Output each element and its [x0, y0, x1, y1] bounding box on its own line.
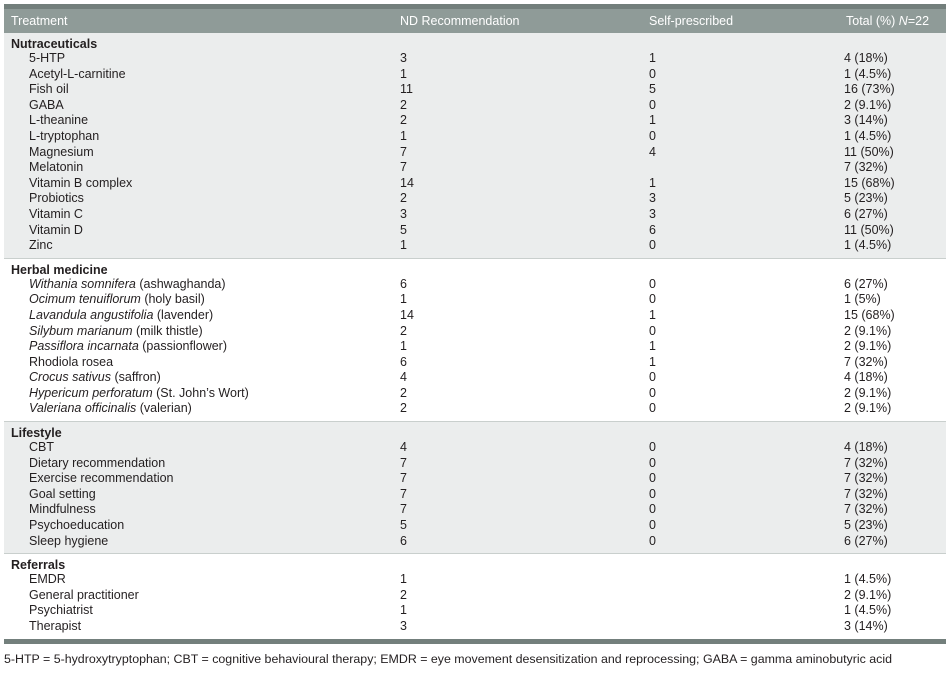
- self-prescribed-count: 0: [649, 486, 656, 501]
- treatment-name: L-theanine: [29, 113, 89, 128]
- table-row: [4, 324, 946, 340]
- table-row: [4, 487, 946, 503]
- latin-name: Passiflora incarnata: [29, 339, 139, 354]
- self-prescribed-count: 0: [649, 455, 656, 470]
- nd-recommendation-count: 2: [400, 97, 407, 112]
- nd-recommendation-count: 1: [400, 603, 407, 618]
- section-title: Herbal medicine: [11, 262, 108, 277]
- nd-recommendation-count: 7: [400, 455, 407, 470]
- section-nutraceuticals: [4, 33, 946, 258]
- treatment-name: Fish oil: [29, 82, 69, 97]
- self-prescribed-count: 0: [649, 66, 656, 81]
- treatment-name: [29, 370, 161, 386]
- nd-recommendation-count: 4: [400, 370, 407, 385]
- self-prescribed-count: 0: [649, 471, 656, 486]
- total-percent: 1 (4.5%): [844, 603, 892, 618]
- self-prescribed-count: 1: [649, 175, 656, 190]
- latin-name: Silybum marianum: [29, 323, 133, 338]
- nd-recommendation-count: 4: [400, 440, 407, 455]
- total-percent: 4 (18%): [844, 370, 888, 385]
- nd-recommendation-count: 3: [400, 51, 407, 65]
- table-row: [4, 113, 946, 129]
- table-row: [4, 82, 946, 98]
- total-percent: 7 (32%): [844, 354, 888, 369]
- table-row: [4, 386, 946, 402]
- nd-recommendation-count: 2: [400, 323, 407, 338]
- nd-recommendation-count: 11: [400, 82, 413, 97]
- table-row: [4, 572, 946, 588]
- treatment-name: [29, 324, 203, 340]
- table-header: [4, 9, 946, 33]
- self-prescribed-count: 0: [649, 401, 656, 416]
- treatment-name: [29, 386, 249, 402]
- section-title: Referrals: [11, 558, 66, 573]
- section-title: Nutraceuticals: [11, 37, 98, 51]
- self-prescribed-count: 1: [649, 354, 656, 369]
- self-prescribed-count: 3: [649, 206, 656, 221]
- self-prescribed-count: 0: [649, 518, 656, 533]
- treatment-name: Acetyl-L-carnitine: [29, 66, 126, 81]
- total-percent: 6 (27%): [844, 276, 888, 291]
- latin-name: Crocus sativus: [29, 370, 111, 385]
- table-row: [4, 355, 946, 371]
- self-prescribed-count: 1: [649, 339, 656, 354]
- table-row: [4, 98, 946, 114]
- table-row: [4, 401, 946, 417]
- treatment-name: General practitioner: [29, 587, 139, 602]
- total-percent: 7 (32%): [844, 471, 888, 486]
- table-row: [4, 339, 946, 355]
- total-percent: 2 (9.1%): [844, 401, 892, 416]
- total-percent: 15 (68%): [844, 307, 895, 322]
- table-row: [4, 518, 946, 534]
- total-percent: 3 (14%): [844, 113, 888, 128]
- self-prescribed-count: 0: [649, 370, 656, 385]
- treatment-name: [29, 277, 226, 293]
- nd-recommendation-count: 2: [400, 191, 407, 206]
- self-prescribed-count: 3: [649, 191, 656, 206]
- nd-recommendation-count: 6: [400, 533, 407, 548]
- section-lifestyle: [4, 422, 946, 553]
- treatment-name: [29, 308, 213, 324]
- table-row: [4, 440, 946, 456]
- treatment-name: 5-HTP: [29, 51, 66, 65]
- total-percent: 1 (4.5%): [844, 572, 892, 587]
- treatment-name: [29, 292, 205, 308]
- table-row: [4, 191, 946, 207]
- self-prescribed-count: 0: [649, 238, 656, 253]
- header-nd-recommendation: ND Recommendation: [400, 14, 520, 28]
- treatment-name: L-tryptophan: [29, 128, 100, 143]
- table-footnote: 5-HTP = 5-hydroxytryptophan; CBT = cognitive behavioural therapy; EMDR = eye movement desensitization and reprocessing; GABA = gamma aminobutyric acid: [4, 652, 892, 666]
- treatment-name: Probiotics: [29, 191, 84, 206]
- nd-recommendation-count: 5: [400, 222, 407, 237]
- table-row: [4, 534, 946, 550]
- table-row: [4, 238, 946, 254]
- nd-recommendation-count: 2: [400, 587, 407, 602]
- treatment-name: Goal setting: [29, 486, 96, 501]
- total-percent: 7 (32%): [844, 486, 888, 501]
- treatment-name: Exercise recommendation: [29, 471, 174, 486]
- treatment-name: GABA: [29, 97, 64, 112]
- latin-name: Valeriana officinalis: [29, 401, 137, 416]
- table-row: [4, 502, 946, 518]
- treatment-table: [4, 4, 946, 644]
- nd-recommendation-count: 1: [400, 339, 407, 354]
- nd-recommendation-count: 6: [400, 276, 407, 291]
- self-prescribed-count: 0: [649, 323, 656, 338]
- self-prescribed-count: 6: [649, 222, 656, 237]
- header-self-prescribed: Self-prescribed: [649, 14, 734, 28]
- common-name: Rhodiola rosea: [29, 354, 114, 369]
- table-row: [4, 308, 946, 324]
- treatment-name: Psychoeducation: [29, 518, 125, 533]
- nd-recommendation-count: 1: [400, 66, 407, 81]
- nd-recommendation-count: 3: [400, 206, 407, 221]
- self-prescribed-count: 0: [649, 502, 656, 517]
- nd-recommendation-count: 5: [400, 518, 407, 533]
- total-percent: 2 (9.1%): [844, 323, 892, 338]
- treatment-name: Vitamin B complex: [29, 175, 133, 190]
- latin-name: Withania somnifera: [29, 276, 136, 291]
- self-prescribed-count: 0: [649, 276, 656, 291]
- treatment-name: Vitamin C: [29, 206, 83, 221]
- common-name: (valerian): [136, 401, 192, 416]
- table-row: [4, 129, 946, 145]
- common-name: (lavender): [153, 307, 214, 322]
- total-percent: 1 (5%): [844, 292, 881, 307]
- latin-name: Ocimum tenuiflorum: [29, 292, 141, 307]
- treatment-name: CBT: [29, 440, 54, 455]
- self-prescribed-count: 0: [649, 128, 656, 143]
- table-row: [4, 619, 946, 635]
- table-row: [4, 67, 946, 83]
- total-percent: 6 (27%): [844, 533, 888, 548]
- self-prescribed-count: 0: [649, 292, 656, 307]
- common-name: (saffron): [110, 370, 161, 385]
- nd-recommendation-count: 7: [400, 144, 407, 159]
- common-name: (holy basil): [140, 292, 205, 307]
- self-prescribed-count: 0: [649, 385, 656, 400]
- latin-name: Lavandula angustifolia: [29, 307, 154, 322]
- nd-recommendation-count: 7: [400, 502, 407, 517]
- total-percent: 6 (27%): [844, 206, 888, 221]
- nd-recommendation-count: 2: [400, 385, 407, 400]
- table-row: [4, 176, 946, 192]
- total-percent: 4 (18%): [844, 440, 888, 455]
- treatment-name: Therapist: [29, 619, 82, 633]
- table-row: [4, 370, 946, 386]
- header-total: Total (%) N=22: [846, 14, 930, 28]
- total-percent: 1 (4.5%): [844, 66, 892, 81]
- treatment-name: Zinc: [29, 238, 53, 253]
- self-prescribed-count: 1: [649, 307, 656, 322]
- table-row: [4, 51, 946, 67]
- treatment-name: Magnesium: [29, 144, 94, 159]
- treatment-name: Sleep hygiene: [29, 533, 109, 548]
- nd-recommendation-count: 7: [400, 160, 407, 175]
- nd-recommendation-count: 14: [400, 175, 414, 190]
- latin-name: Hypericum perforatum: [29, 385, 153, 400]
- treatment-name: [29, 355, 113, 371]
- treatment-name: Psychiatrist: [29, 603, 93, 618]
- table-row: [4, 145, 946, 161]
- common-name: (passionflower): [138, 339, 228, 354]
- treatment-name: [29, 401, 192, 417]
- common-name: (milk thistle): [132, 323, 203, 338]
- self-prescribed-count: 1: [649, 113, 656, 128]
- common-name: (St. John’s Wort): [152, 385, 249, 400]
- section-referrals: [4, 554, 946, 638]
- self-prescribed-count: 1: [649, 51, 656, 65]
- total-percent: 2 (9.1%): [844, 587, 892, 602]
- treatment-name: [29, 339, 227, 355]
- table-row: [4, 292, 946, 308]
- nd-recommendation-count: 3: [400, 619, 407, 633]
- total-percent: 1 (4.5%): [844, 128, 892, 143]
- nd-recommendation-count: 1: [400, 238, 407, 253]
- table-row: [4, 603, 946, 619]
- nd-recommendation-count: 1: [400, 128, 407, 143]
- section-title: Lifestyle: [11, 426, 62, 441]
- header-treatment: Treatment: [11, 14, 68, 28]
- nd-recommendation-count: 7: [400, 471, 407, 486]
- section-herbal-medicine: [4, 259, 946, 421]
- self-prescribed-count: 0: [649, 533, 656, 548]
- treatment-name: Dietary recommendation: [29, 455, 166, 470]
- total-percent: 2 (9.1%): [844, 385, 892, 400]
- total-percent: 1 (4.5%): [844, 238, 892, 253]
- total-percent: 5 (23%): [844, 191, 888, 206]
- bottom-rule: [4, 639, 946, 644]
- total-percent: 7 (32%): [844, 160, 888, 175]
- treatment-name: Melatonin: [29, 160, 84, 175]
- table-row: [4, 277, 946, 293]
- total-percent: 16 (73%): [844, 82, 895, 97]
- nd-recommendation-count: 14: [400, 307, 414, 322]
- nd-recommendation-count: 2: [400, 113, 407, 128]
- treatment-name: Mindfulness: [29, 502, 96, 517]
- table-row: [4, 471, 946, 487]
- total-percent: 2 (9.1%): [844, 339, 892, 354]
- self-prescribed-count: 5: [649, 82, 656, 97]
- table-row: [4, 160, 946, 176]
- treatment-name: Vitamin D: [29, 222, 83, 237]
- total-percent: 3 (14%): [844, 619, 888, 633]
- common-name: (ashwaghanda): [135, 276, 226, 291]
- total-percent: 15 (68%): [844, 175, 895, 190]
- total-percent: 11 (50%): [844, 222, 894, 237]
- nd-recommendation-count: 2: [400, 401, 407, 416]
- nd-recommendation-count: 7: [400, 486, 407, 501]
- treatment-name: EMDR: [29, 572, 66, 587]
- table-row: [4, 456, 946, 472]
- self-prescribed-count: 0: [649, 440, 656, 455]
- total-percent: 4 (18%): [844, 51, 888, 65]
- total-percent: 7 (32%): [844, 455, 888, 470]
- table-row: [4, 588, 946, 604]
- self-prescribed-count: 4: [649, 144, 656, 159]
- nd-recommendation-count: 1: [400, 292, 407, 307]
- self-prescribed-count: 0: [649, 97, 656, 112]
- total-percent: 2 (9.1%): [844, 97, 892, 112]
- nd-recommendation-count: 6: [400, 354, 407, 369]
- total-percent: 7 (32%): [844, 502, 888, 517]
- total-percent: 11 (50%): [844, 144, 894, 159]
- table-row: [4, 223, 946, 239]
- table-row: [4, 207, 946, 223]
- nd-recommendation-count: 1: [400, 572, 407, 587]
- total-percent: 5 (23%): [844, 518, 888, 533]
